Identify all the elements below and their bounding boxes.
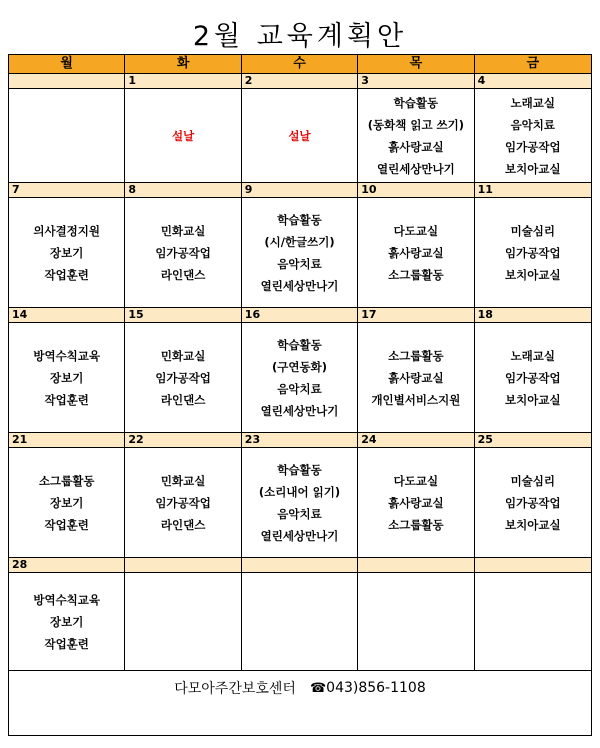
schedule-item: 라인댄스: [160, 267, 206, 282]
schedule-item: 소그룹활동: [388, 267, 444, 282]
day-number: 2: [242, 74, 357, 89]
schedule-item: 장보기: [50, 614, 84, 629]
day-schedule: [358, 198, 473, 307]
schedule-item: 보치아교실: [505, 392, 561, 407]
day-number: 23: [242, 433, 357, 448]
schedule-item: 방역수칙교육: [33, 348, 101, 363]
phone-contact: [310, 680, 426, 696]
schedule-item: 흙사랑교실: [388, 495, 444, 510]
day-schedule: [475, 198, 591, 307]
schedule-item: 임가공작업: [155, 370, 211, 385]
schedule-item: 흙사랑교실: [388, 139, 444, 154]
day-schedule: [125, 323, 240, 432]
day-schedule: [358, 323, 473, 432]
day-number: 10: [358, 183, 473, 198]
schedule-item: 작업훈련: [44, 517, 89, 532]
page-title: 2월 교육계획안: [192, 21, 408, 52]
day-number: 22: [125, 433, 240, 448]
week-row: [9, 183, 591, 308]
day-cell: [475, 308, 591, 432]
weekday-fri: 금: [526, 56, 540, 71]
schedule-item: 작업훈련: [44, 392, 89, 407]
week-row: [9, 74, 591, 183]
day-number: 7: [9, 183, 124, 198]
day-number: 1: [125, 74, 240, 89]
day-schedule: [125, 198, 240, 307]
schedule-item: 작업훈련: [44, 267, 89, 282]
schedule-item: 작업훈련: [44, 636, 89, 651]
schedule-item: 의사결정지원: [33, 223, 101, 238]
day-cell: [475, 558, 591, 670]
day-number: [242, 558, 357, 573]
day-number: 21: [9, 433, 124, 448]
day-cell: [9, 183, 125, 307]
schedule-item: 열린세상만나기: [260, 278, 339, 293]
weekday-thu: 목: [358, 55, 474, 73]
day-schedule: [9, 323, 124, 432]
week-row: [9, 558, 591, 671]
schedule-item: 열린세상만나기: [260, 528, 339, 543]
schedule-item: 노래교실: [510, 95, 556, 110]
day-schedule: [242, 573, 357, 670]
schedule-item: 방역수칙교육: [33, 592, 101, 607]
schedule-item: 소그룹활동: [38, 473, 95, 488]
schedule-item: 개인별서비스지원: [371, 392, 461, 407]
schedule-item: 음악치료: [277, 256, 322, 271]
schedule-item: 소그룹활동: [388, 348, 444, 363]
schedule-item: 음악치료: [510, 117, 556, 132]
schedule-item: 민화교실: [160, 473, 206, 488]
day-schedule: [475, 89, 591, 182]
schedule-item: 음악치료: [277, 381, 322, 396]
day-schedule: [475, 573, 591, 670]
day-cell: [125, 74, 241, 182]
day-schedule: [242, 448, 357, 557]
schedule-item: 라인댄스: [160, 517, 206, 532]
day-cell: [9, 433, 125, 557]
day-schedule: [358, 448, 473, 557]
weekday-mon: 월: [9, 55, 125, 73]
schedule-item: 학습활동: [393, 95, 439, 110]
schedule-item: 임가공작업: [505, 245, 561, 260]
day-schedule: [9, 89, 124, 182]
schedule-item: 흙사랑교실: [388, 245, 444, 260]
day-number: 17: [358, 308, 473, 323]
day-number: [9, 74, 124, 89]
day-schedule: [242, 198, 357, 307]
day-cell: [9, 308, 125, 432]
day-schedule: [358, 89, 473, 182]
week-row: [9, 433, 591, 558]
schedule-item: 설날: [288, 128, 311, 143]
week-row: [9, 308, 591, 433]
schedule-item: 보치아교실: [505, 267, 561, 282]
day-schedule: [475, 448, 591, 557]
day-number: 9: [242, 183, 357, 198]
schedule-item: 음악치료: [277, 506, 322, 521]
day-schedule: [358, 573, 473, 670]
calendar-table: [8, 54, 592, 736]
schedule-item: 미술심리: [510, 473, 556, 488]
day-number: 4: [475, 74, 591, 89]
day-cell: [358, 433, 474, 557]
day-schedule: [9, 198, 124, 307]
schedule-item: 설날: [171, 128, 195, 143]
day-number: 15: [125, 308, 240, 323]
schedule-item: (소리내어 읽기): [258, 484, 341, 499]
schedule-item: 소그룹활동: [388, 517, 444, 532]
day-cell: [358, 558, 474, 670]
schedule-item: 열린세상만나기: [377, 161, 455, 176]
day-cell: [475, 74, 591, 182]
day-number: [475, 558, 591, 573]
weekday-header: [9, 55, 591, 74]
weekday-tue: 화: [125, 55, 241, 73]
day-cell: [358, 74, 474, 182]
day-schedule: [125, 573, 240, 670]
schedule-item: 노래교실: [510, 348, 556, 363]
day-cell: [9, 74, 125, 182]
day-cell: [475, 183, 591, 307]
day-cell: [358, 183, 474, 307]
day-number: 24: [358, 433, 473, 448]
schedule-item: 학습활동: [277, 462, 322, 477]
day-schedule: [9, 448, 124, 557]
day-cell: [125, 433, 241, 557]
schedule-item: (구연동화): [272, 359, 327, 374]
day-schedule: [125, 89, 240, 182]
day-number: 3: [358, 74, 473, 89]
day-cell: [9, 558, 125, 670]
schedule-item: 다도교실: [393, 473, 439, 488]
day-number: [358, 558, 473, 573]
day-cell: [242, 183, 358, 307]
day-number: [125, 558, 240, 573]
schedule-item: 미술심리: [510, 223, 556, 238]
day-number: 28: [9, 558, 124, 573]
calendar-weeks: [9, 74, 591, 671]
schedule-item: 장보기: [50, 370, 84, 385]
schedule-item: 학습활동: [277, 337, 322, 352]
schedule-item: 열린세상만나기: [260, 403, 339, 418]
phone-icon: ☎: [309, 681, 327, 696]
center-name: 다모아주간보호센터: [174, 681, 296, 697]
day-schedule: [242, 89, 357, 182]
schedule-item: 흙사랑교실: [388, 370, 444, 385]
footer: [9, 671, 591, 705]
schedule-item: 민화교실: [160, 223, 206, 238]
schedule-item: (동화책 읽고 쓰기): [367, 117, 465, 132]
day-cell: [475, 433, 591, 557]
day-schedule: [125, 448, 240, 557]
day-cell: [242, 558, 358, 670]
schedule-item: 민화교실: [160, 348, 206, 363]
schedule-item: 라인댄스: [160, 392, 206, 407]
day-cell: [125, 308, 241, 432]
day-number: 11: [475, 183, 591, 198]
day-cell: [358, 308, 474, 432]
day-number: 16: [242, 308, 357, 323]
day-schedule: [475, 323, 591, 432]
day-number: 8: [125, 183, 240, 198]
schedule-item: 장보기: [50, 245, 84, 260]
day-cell: [125, 183, 241, 307]
day-number: 14: [9, 308, 124, 323]
schedule-item: 보치아교실: [505, 517, 561, 532]
day-cell: [242, 308, 358, 432]
phone-number: 043)856-1108: [326, 680, 426, 696]
day-cell: [242, 433, 358, 557]
day-schedule: [242, 323, 357, 432]
schedule-item: (시/한글쓰기): [264, 234, 335, 249]
schedule-item: 보치아교실: [505, 161, 561, 176]
schedule-item: 임가공작업: [155, 245, 211, 260]
day-cell: [125, 558, 241, 670]
day-number: 18: [475, 308, 591, 323]
weekday-wed: 수: [242, 55, 358, 73]
schedule-item: 임가공작업: [505, 370, 561, 385]
day-cell: [242, 74, 358, 182]
schedule-item: 임가공작업: [505, 495, 561, 510]
schedule-item: 학습활동: [277, 212, 322, 227]
schedule-item: 다도교실: [393, 223, 439, 238]
day-schedule: [9, 573, 124, 670]
schedule-item: 임가공작업: [155, 495, 211, 510]
schedule-item: 임가공작업: [505, 139, 561, 154]
schedule-item: 장보기: [50, 495, 84, 510]
day-number: 25: [475, 433, 591, 448]
